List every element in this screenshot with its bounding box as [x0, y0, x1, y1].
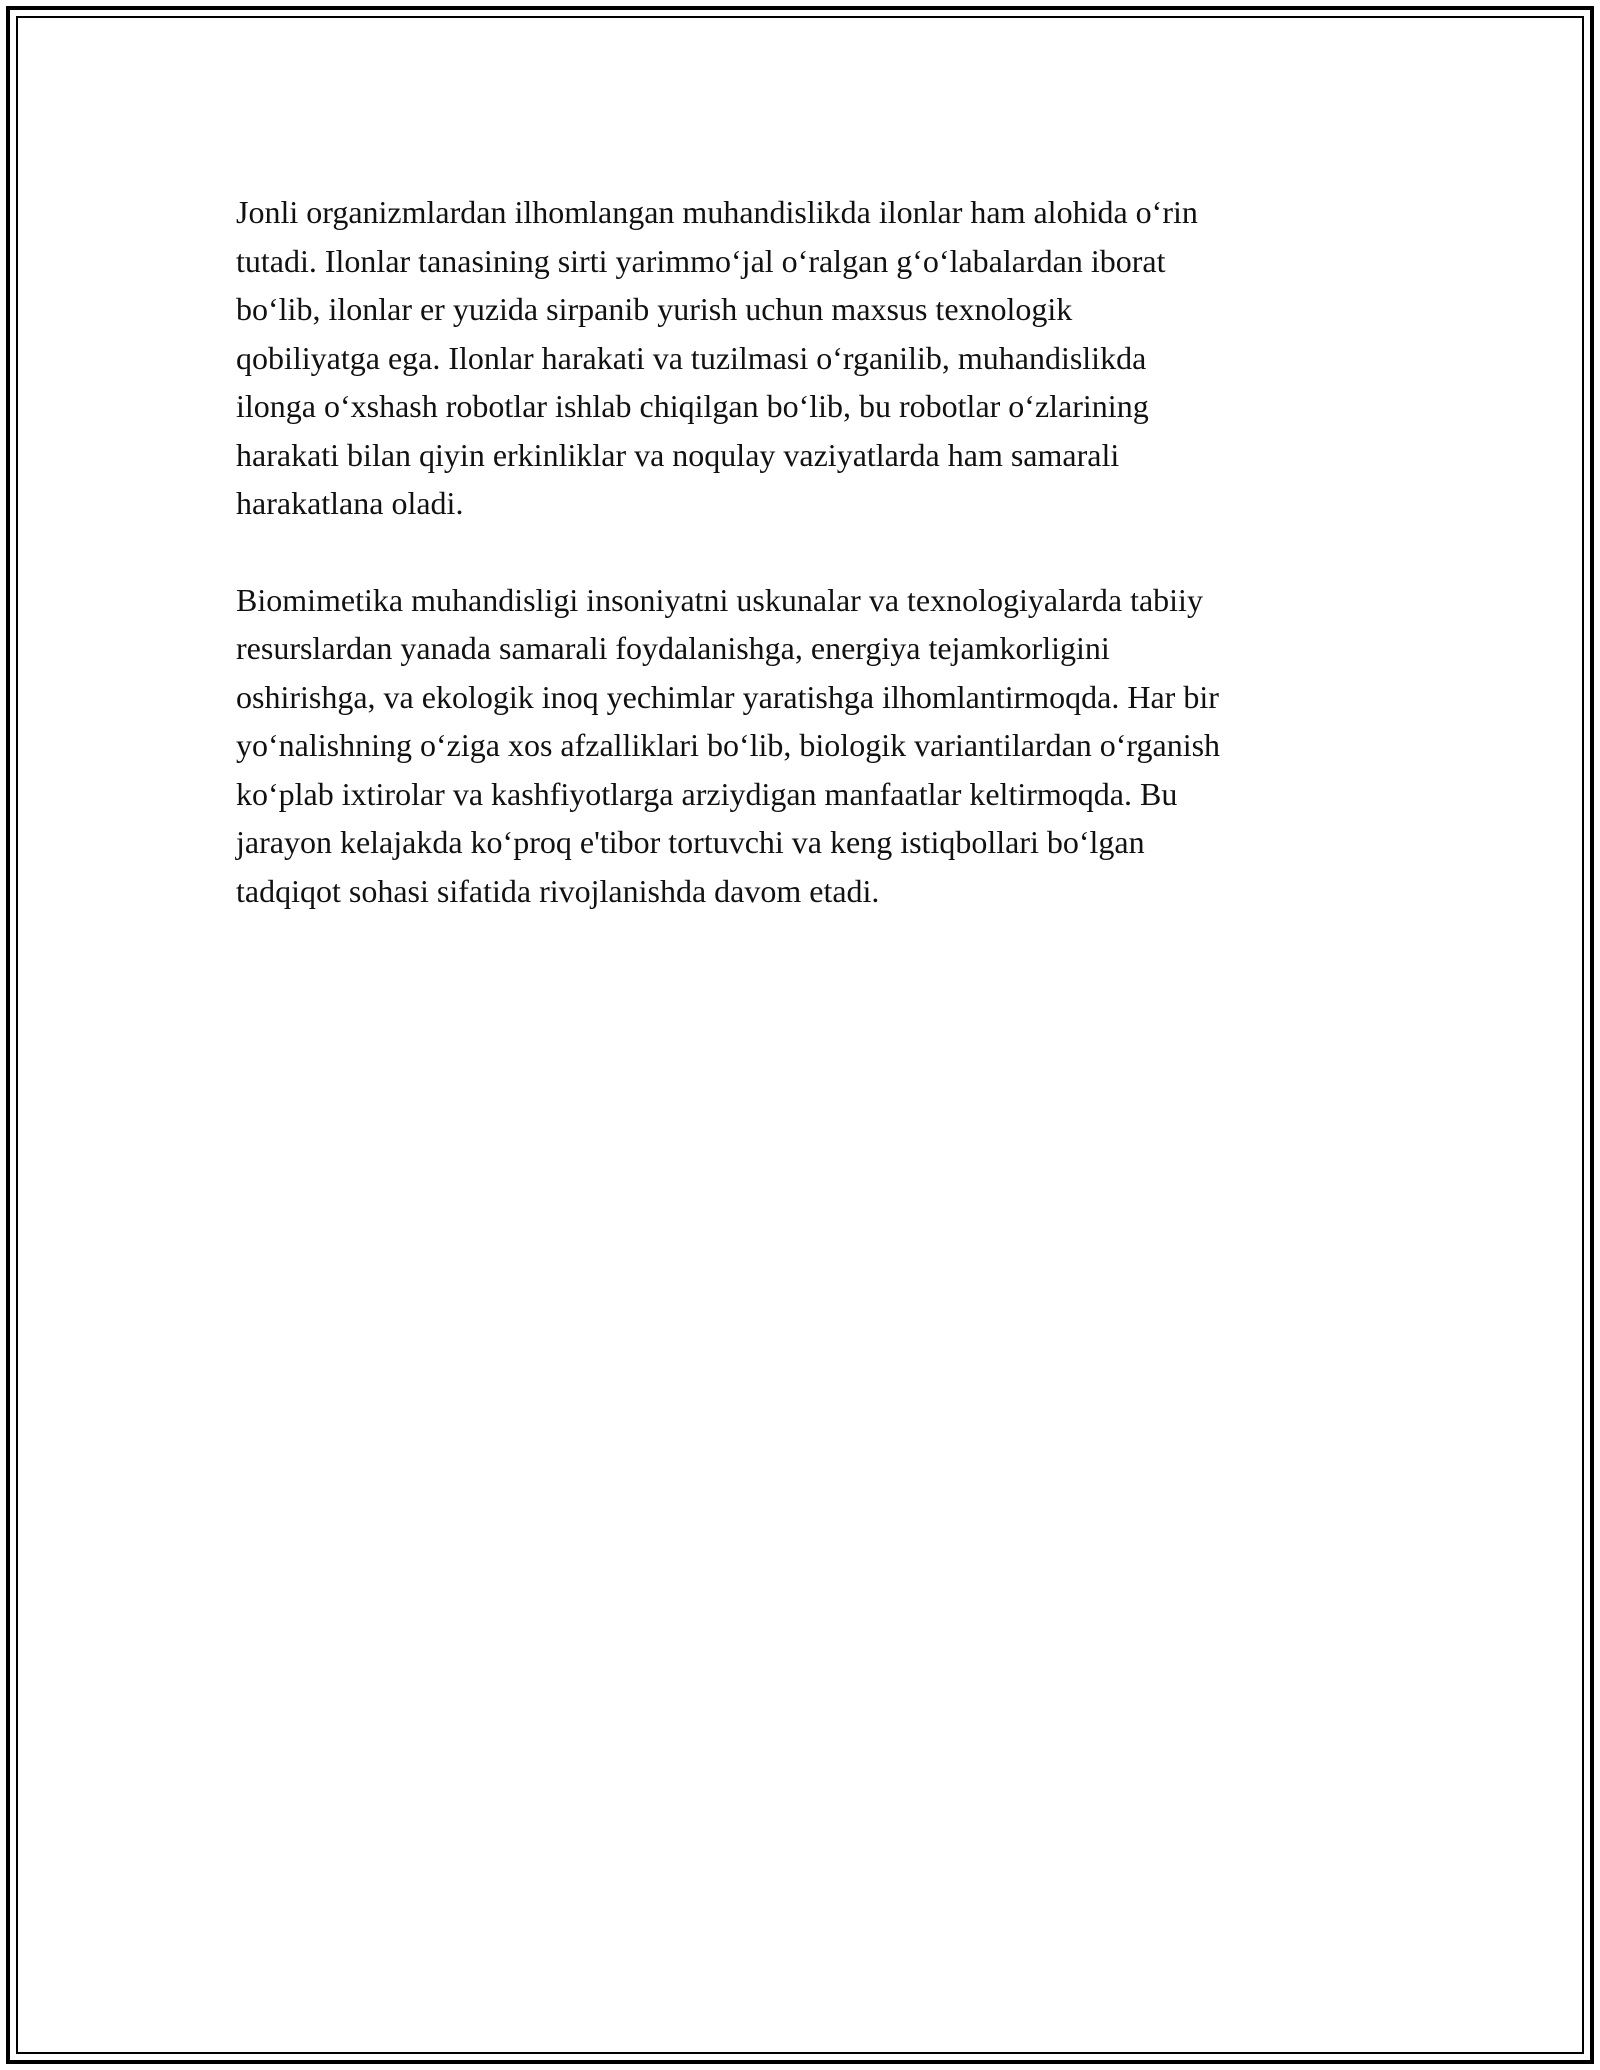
- text-line: tutadi. Ilonlar tanasining sirti yarimmoʻjal oʻralgan gʻoʻlabalardan iborat: [236, 242, 1166, 279]
- text-line: Jonli organizmlardan ilhomlangan muhandislikda ilonlar ham alohida oʻrin: [236, 194, 1198, 230]
- text-line: oshirishga, va ekologik inoq yechimlar yaratishga ilhomlantirmoqda. Har bir: [236, 678, 1219, 715]
- text-line: resurslardan yanada samarali foydalanishga, energiya tejamkorligini: [236, 630, 1110, 666]
- paragraph-2: [236, 576, 1366, 916]
- text-line: yoʻnalishning oʻziga xos afzalliklari boʻlib, biologik variantilardan oʻrganish: [236, 727, 1221, 763]
- text-line: koʻplab ixtirolar va kashfiyotlarga arziydigan manfaatlar keltirmoqda. Bu: [236, 775, 1178, 812]
- text-line: Biomimetika muhandisligi insoniyatni uskunalar va texnologiyalarda tabiiy: [236, 581, 1203, 618]
- document-body: [236, 188, 1366, 963]
- text-line: harakatlana oladi.: [236, 485, 464, 521]
- text-line: harakati bilan qiyin erkinliklar va noqulay vaziyatlarda ham samarali: [236, 436, 1120, 473]
- text-line: qobiliyatga ega. Ilonlar harakati va tuzilmasi oʻrganilib, muhandislikda: [236, 339, 1147, 376]
- text-line: jarayon kelajakda koʻproq e'tibor tortuvchi va keng istiqbollari boʻlgan: [236, 824, 1145, 860]
- text-line: ilonga oʻxshash robotlar ishlab chiqilgan boʻlib, bu robotlar oʻzlarining: [236, 388, 1149, 424]
- text-line: tadqiqot sohasi sifatida rivojlanishda davom etadi.: [236, 872, 880, 909]
- text-line: boʻlib, ilonlar er yuzida sirpanib yurish uchun maxsus texnologik: [236, 291, 1073, 327]
- paragraph-1: [236, 188, 1366, 528]
